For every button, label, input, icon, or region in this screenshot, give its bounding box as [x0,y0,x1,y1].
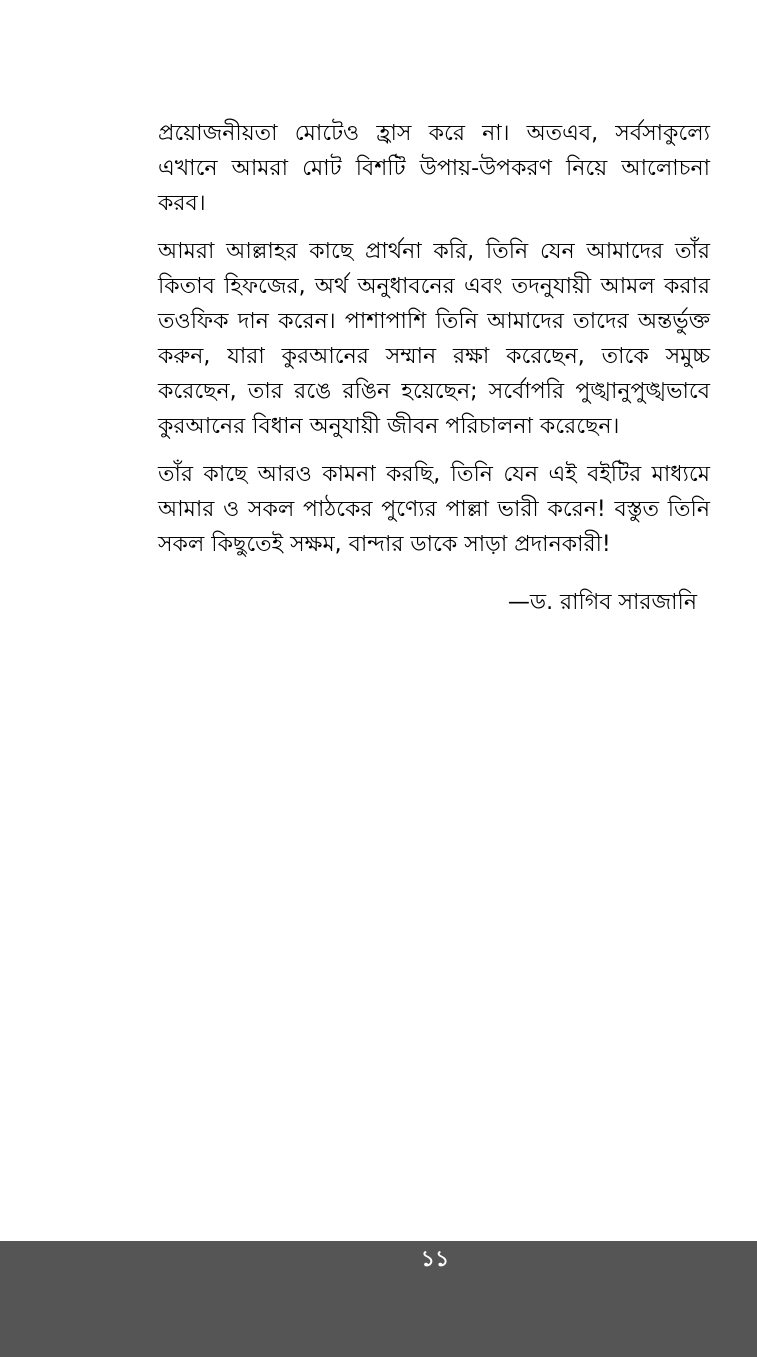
author-signature: —ড. রাগিব সারজানি [507,590,697,615]
page-number: ১১ [420,1247,450,1272]
paragraph-3: তাঁর কাছে আরও কামনা করছি, তিনি যেন এই বইটির মাধ্যমে আমার ও সকল পাঠকের পুণ্যের পাল্লা ভারী করেন! বস্তুত তিনি সকল কিছুতেই সক্ষম, বান্দার ডাকে সাড়া প্রদানকারী! [158,462,710,557]
reader-page-content[interactable] [158,116,710,575]
paragraph-1: প্রয়োজনীয়তা মোটেও হ্রাস করে না। অতএব, সর্বসাকুল্যে এখানে আমরা মোট বিশটি উপায়-উপকরণ নিয়ে আলোচনা করব। [158,121,710,216]
page-footer-bar[interactable] [0,1241,757,1357]
paragraph-2: আমরা আল্লাহর কাছে প্রার্থনা করি, তিনি যেন আমাদের তাঁর কিতাব হিফজের, অর্থ অনুধাবনের এবং তদনুযায়ী আমল করার তওফিক দান করেন। পাশাপাশি তিনি আমাদের তাদের অন্তর্ভুক্ত করুন, যারা কুরআনের সম্মান রক্ষা করেছেন, তাকে সমুচ্চ করেছেন, তার রঙে রঙিন হয়েছেন; সর্বোপরি পুঙ্খানুপুঙ্খভাবে কুরআনের বিধান অনুযায়ী জীবন পরিচালনা করেছেন। [158,239,710,439]
